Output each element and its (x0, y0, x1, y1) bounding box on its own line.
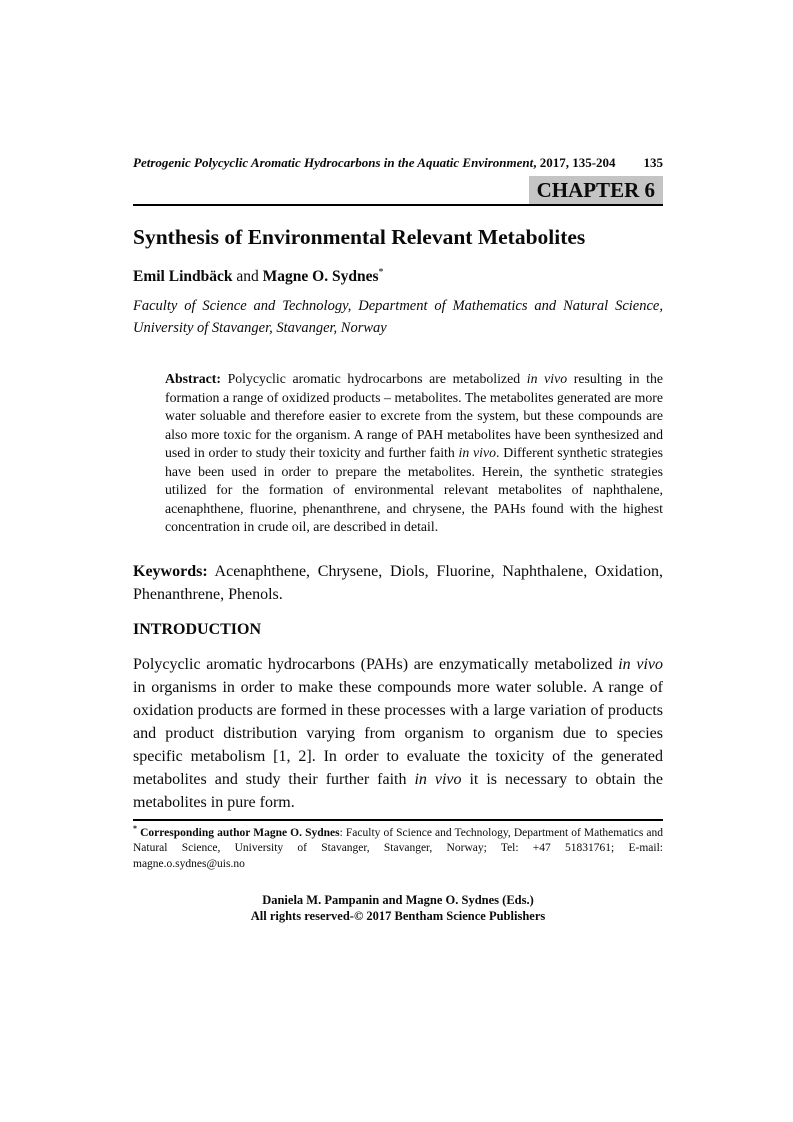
footnote-bold-text: Corresponding author Magne O. Sydnes (137, 826, 340, 839)
author-2: Magne O. Sydnes (262, 268, 379, 285)
author-1: Emil Lindbäck (133, 268, 233, 285)
page-number: 135 (643, 155, 663, 170)
introduction-heading: INTRODUCTION (133, 620, 262, 638)
intro-invivo-2: in vivo (414, 770, 462, 788)
abstract (165, 370, 663, 537)
authors-line (133, 267, 663, 286)
abstract-text-3: . Different synthetic strategies have been used in order to prepare the metabolites. Herein, the synthetic strategies utilized for the formation of environmental relevant metabolites of naphthalene, acenaphthene, fluorine, phenanthrene, and chrysene, the PAHs found with the highest concentration in crude oil, are described in detail. (165, 445, 663, 534)
intro-text-1: Polycyclic aromatic hydrocarbons (PAHs) are enzymatically metabolized (133, 655, 619, 673)
running-header (133, 155, 663, 171)
book-title-suffix: , 2017, 135-204 (533, 155, 616, 170)
introduction-paragraph (133, 653, 663, 814)
book-title: Petrogenic Polycyclic Aromatic Hydrocarbons in the Aquatic Environment (133, 155, 534, 170)
affiliation: Faculty of Science and Technology, Department of Mathematics and Natural Science, University of Stavanger, Stavanger, Norway (133, 298, 663, 336)
rights-line: All rights reserved-© 2017 Bentham Science Publishers (250, 908, 546, 923)
corresponding-author-footnote (133, 819, 663, 873)
intro-text-3: it is necessary to obtain the metabolites in pure form. (133, 770, 664, 811)
keywords (133, 560, 663, 606)
abstract-text-2: resulting in the formation a range of oxidized products – metabolites. The metabolites generated are more water soluable and therefore easier to excrete from the system, but these compounds are also more toxic for the organism. A range of PAH metabolites have been synthesized and used in order to study their toxicity and further faith (165, 371, 663, 460)
footnote-text: : Faculty of Science and Technology, Department of Mathematics and Natural Science, University of Stavanger, Stavanger, Norway; Tel: +47 51831761; E-mail: magne.o.sydnes@uis.no (133, 826, 664, 870)
chapter-banner: CHAPTER 6 (529, 176, 663, 204)
running-title (133, 155, 616, 171)
header-rule (133, 176, 663, 206)
footnote-marker: * (133, 823, 137, 833)
abstract-invivo-1: in vivo (526, 371, 568, 386)
intro-invivo-1: in vivo (618, 655, 664, 673)
article-title: Synthesis of Environmental Relevant Metabolites (133, 225, 586, 249)
corresponding-author-marker: * (378, 266, 384, 278)
abstract-label: Abstract: (165, 371, 221, 386)
intro-text-2: in organisms in order to make these compounds more water soluble. A range of oxidation products are formed in these processes with a large variation of products and product distribution varying from organism to organism due to species specific metabolism [1, 2]. In order to evaluate the toxicity of the generated metabolites and study their further faith (133, 678, 663, 788)
keywords-label: Keywords: (133, 562, 208, 580)
author-connector: and (232, 268, 263, 285)
abstract-text-1: Polycyclic aromatic hydrocarbons are metabolized (220, 371, 527, 386)
abstract-invivo-2: in vivo (458, 445, 497, 460)
publisher-footer (133, 893, 663, 924)
keywords-text: Acenaphthene, Chrysene, Diols, Fluorine, Naphthalene, Oxidation, Phenanthrene, Phenols. (133, 562, 663, 603)
editors-line: Daniela M. Pampanin and Magne O. Sydnes (Eds.) (262, 893, 534, 907)
